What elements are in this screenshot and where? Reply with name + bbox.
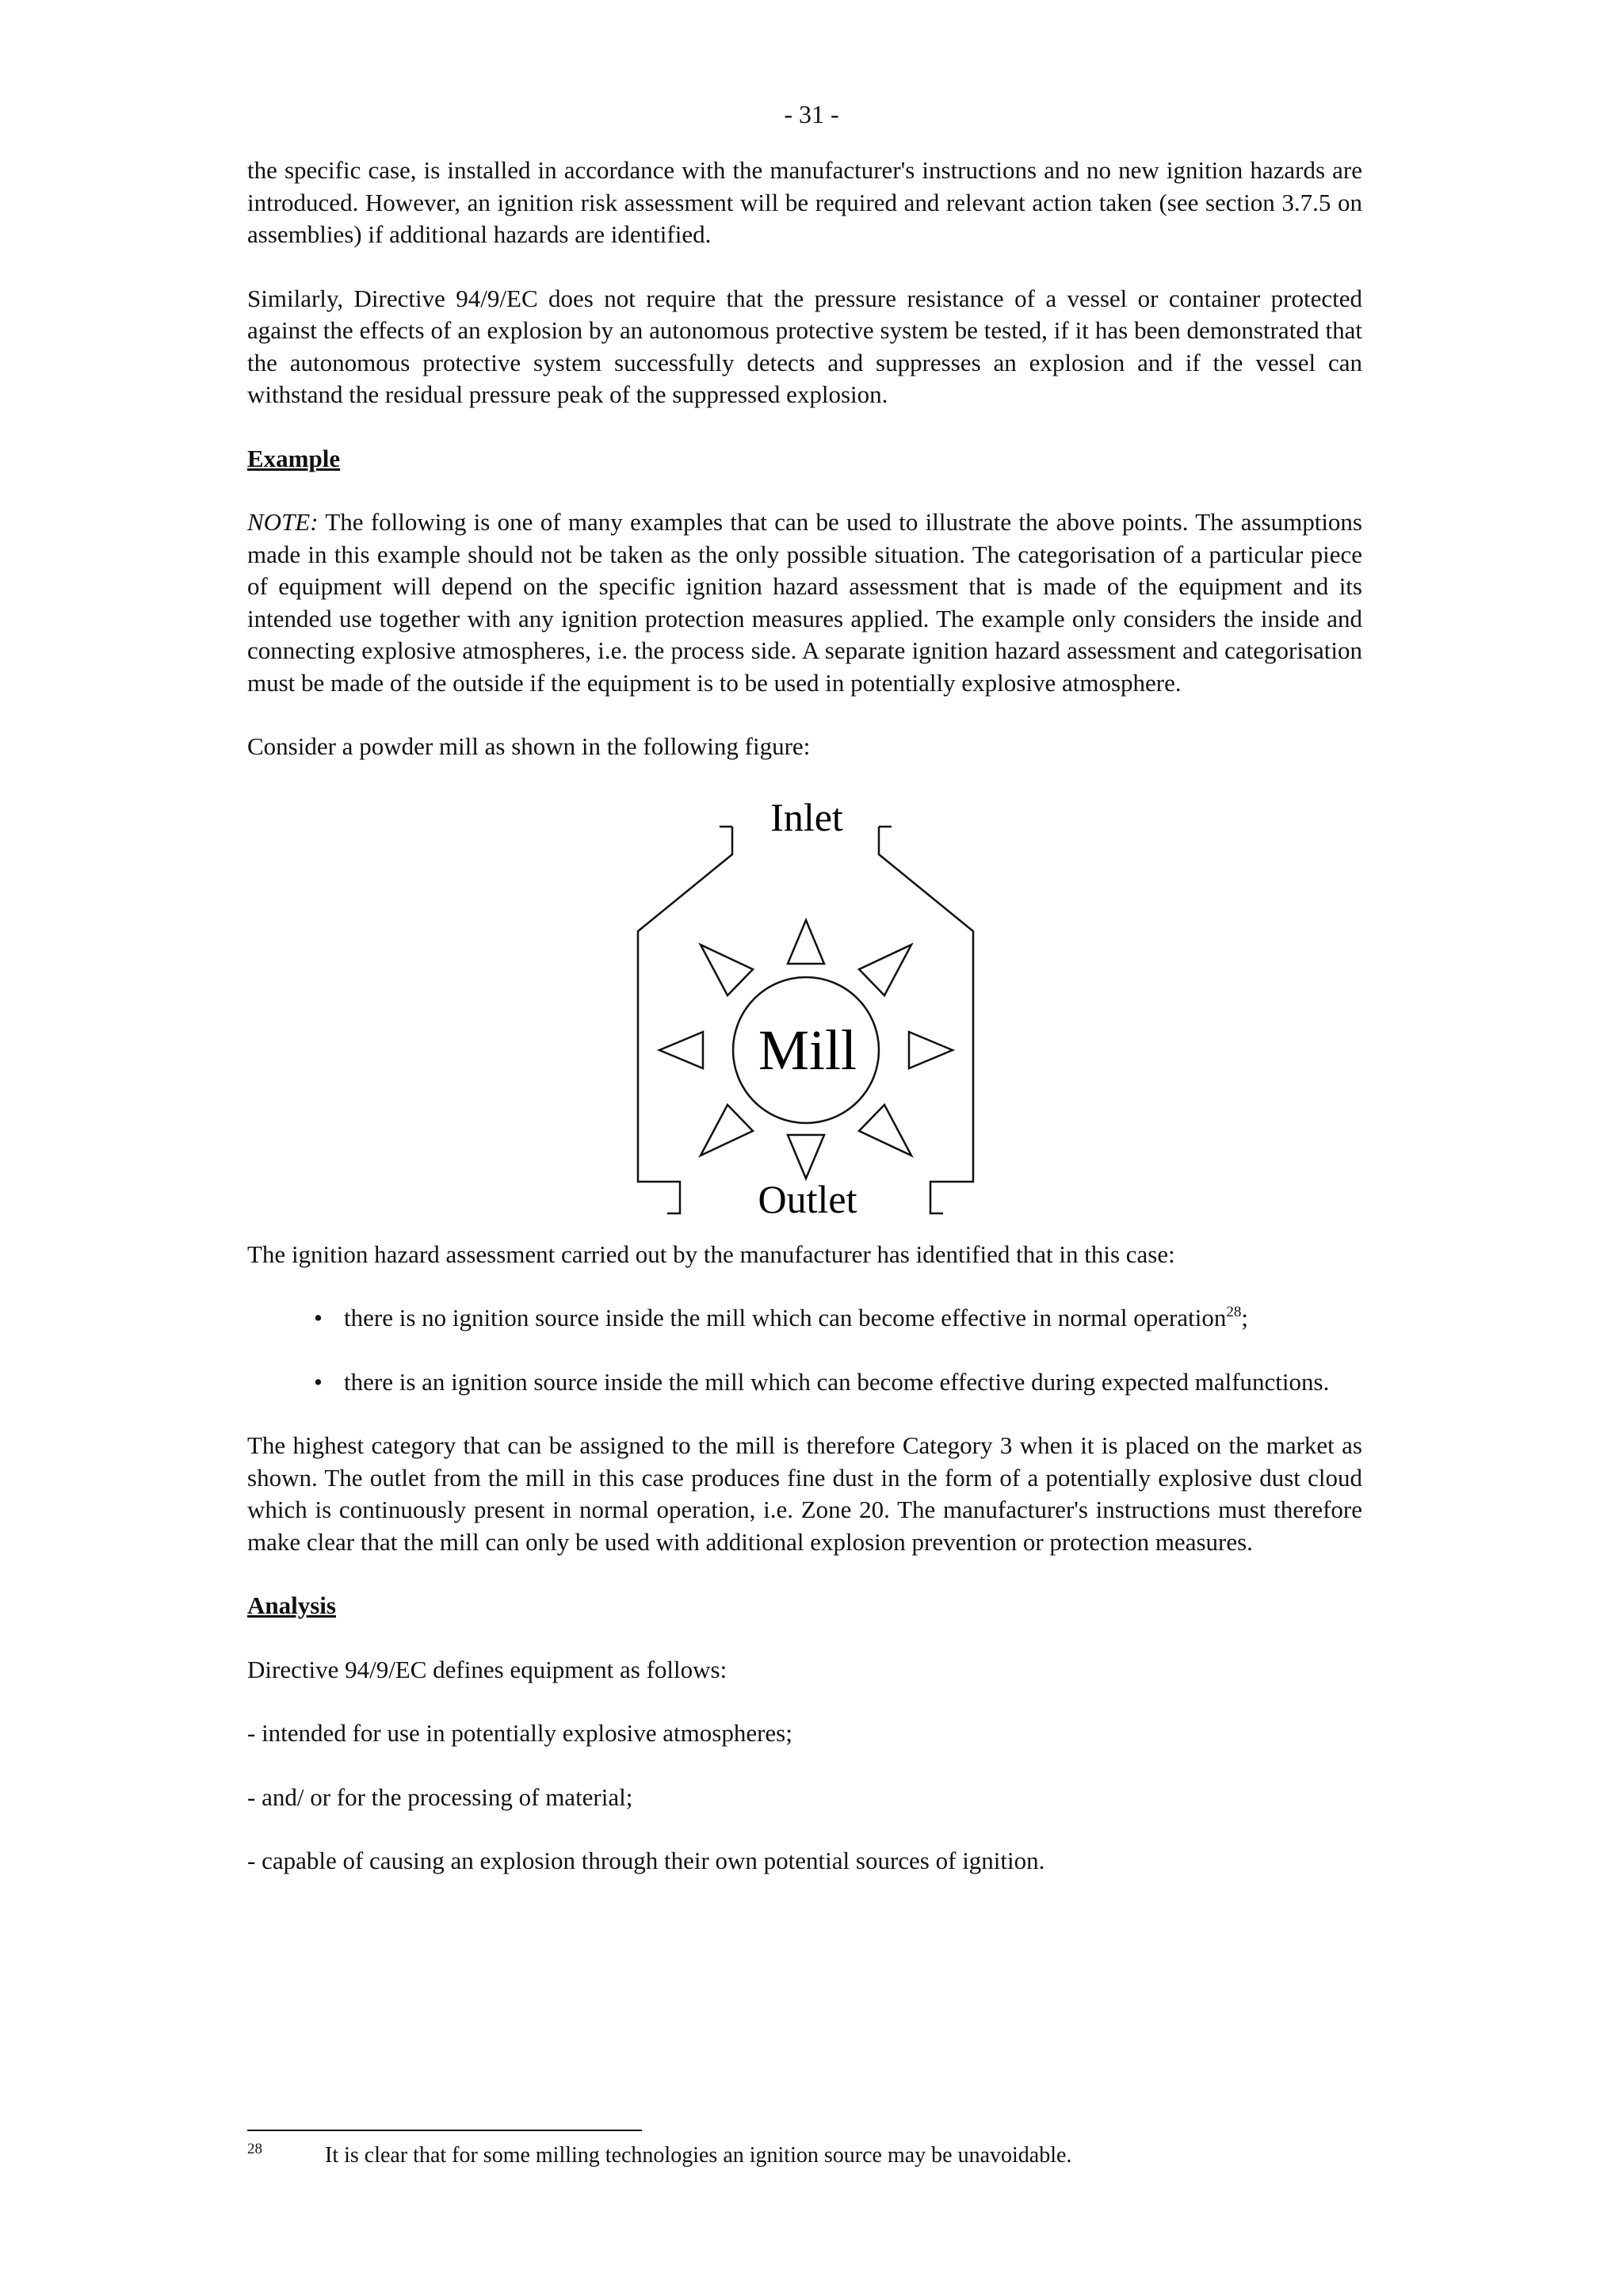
arrow-left [659,1032,703,1068]
inlet-label: Inlet [770,794,843,839]
housing-right-wall [879,827,973,1213]
arrow-down-left [701,1105,753,1156]
paragraph-category: The highest category that can be assigned to the mill is therefore Category 3 when it is placed on the market as shown. The outlet from the mill in this case produces fine dust in the form of a potentially explosive dust cloud which is continuously present in normal operation, i.e. Zone 20. The manufacturer's instructions must therefore make clear that the mill can only be used with additional explosion prevention or protection measures. [247,1431,1362,1556]
bullet-icon: • [314,1367,323,1396]
paragraph-installation: the specific case, is installed in accordance with the manufacturer's instructions and no new ignition hazards are introduced. However, an ignition risk assessment will be required and relevant action taken (see section 3.7.5 on assemblies) if additional hazards are identified. [247,156,1362,248]
footnote-reference: 28 [1226,1304,1242,1320]
heading-example: Example [247,444,341,472]
paragraph-note [247,506,1362,699]
bullet-text-normal-operation: there is no ignition source inside the mill which can become effective in normal operation [344,1304,1227,1331]
paragraph-assessment-intro: The ignition hazard assessment carried out by the manufacturer has identified that in this case: [247,1240,1175,1268]
note-text: The following is one of many examples that can be used to illustrate the above points. The assumptions made in this example should not be taken as the only possible situation. The categorisation of a particular piece of equipment will depend on the specific ignition hazard assessment that is made of the equipment and its intended use together with any ignition protection measures applied. The example only considers the inside and connecting explosive atmospheres, i.e. the process side. A separate ignition hazard assessment and categorisation must be made of the outside if the equipment is to be used in potentially explosive atmosphere. [247,508,1362,697]
mill-label: Mill [758,1018,857,1082]
footnote-separator [247,2130,642,2131]
bullet-text-malfunctions: there is an ignition source inside the mill which can become effective during expected malfunctions. [344,1367,1330,1396]
list-item [247,1302,1362,1335]
arrow-down-right [859,1105,911,1156]
list-item [247,1366,1362,1399]
definition-item-3: - capable of causing an explosion through their own potential sources of ignition. [247,1847,1045,1874]
bullet-icon: • [314,1304,323,1331]
paragraph-pressure-resistance: Similarly, Directive 94/9/EC does not require that the pressure resistance of a vessel or container protected against the effects of an explosion by an autonomous protective system be tested, if it has been demonstrated that the autonomous protective system successfully detects and suppresses an explosion and if the vessel can withstand the residual pressure peak of the suppressed explosion. [247,284,1362,408]
assessment-findings-list [247,1302,1362,1398]
powder-mill-figure [247,763,1362,1239]
bullet-text-end: ; [1241,1304,1248,1331]
housing-left-wall [638,827,732,1213]
page-number: - 31 - [784,100,839,128]
footnote-text: It is clear that for some milling technologies an ignition source may be unavoidable. [325,2143,1072,2168]
arrow-right [909,1032,953,1068]
heading-analysis: Analysis [247,1591,336,1619]
arrow-up-left [701,945,753,995]
paragraph-defines: Directive 94/9/EC defines equipment as follows: [247,1655,727,1683]
powder-mill-diagram [247,763,1362,1239]
footnote-mark: 28 [247,2141,262,2157]
arrow-up-right [859,945,911,995]
outlet-label: Outlet [758,1176,857,1221]
paragraph-consider: Consider a powder mill as shown in the following figure: [247,732,811,760]
page-body [247,155,1362,1878]
arrow-up [788,920,824,964]
arrow-down [788,1135,824,1179]
definition-item-1: - intended for use in potentially explosive atmospheres; [247,1719,792,1747]
note-label: NOTE: [247,508,319,536]
definition-item-2: - and/ or for the processing of material; [247,1782,633,1811]
